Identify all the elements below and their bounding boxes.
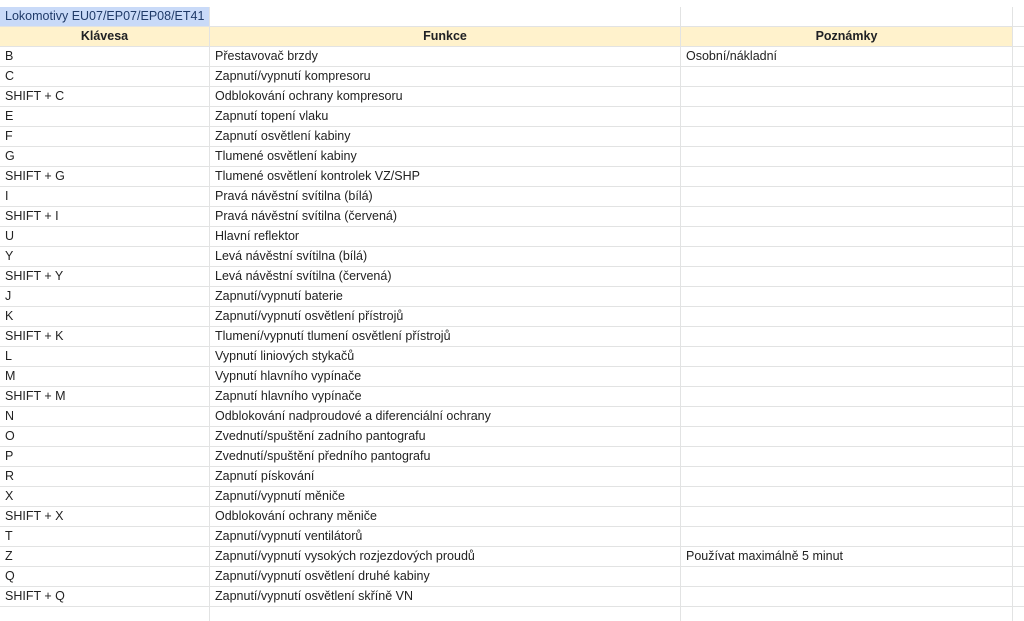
notes-cell[interactable] [681,367,1013,386]
table-row [0,187,1024,207]
key-cell[interactable]: SHIFT + I [0,207,210,226]
function-cell[interactable]: Zapnutí topení vlaku [210,107,681,126]
empty-cell[interactable] [1013,347,1024,366]
function-cell[interactable]: Zapnutí/vypnutí osvětlení skříně VN [210,587,681,606]
notes-cell[interactable] [681,347,1013,366]
key-cell[interactable]: U [0,227,210,246]
function-cell[interactable]: Zapnutí hlavního vypínače [210,387,681,406]
function-cell[interactable]: Zapnutí/vypnutí osvětlení druhé kabiny [210,567,681,586]
empty-row [0,607,1024,621]
notes-cell[interactable] [681,507,1013,526]
table-row [0,567,1024,587]
empty-cell[interactable] [210,607,681,621]
notes-cell[interactable] [681,127,1013,146]
function-cell[interactable]: Zapnutí/vypnutí ventilátorů [210,527,681,546]
notes-cell[interactable] [681,227,1013,246]
function-cell[interactable]: Tlumené osvětlení kabiny [210,147,681,166]
notes-cell[interactable] [681,407,1013,426]
empty-cell[interactable] [1013,427,1024,446]
function-cell[interactable]: Pravá návěstní svítilna (červená) [210,207,681,226]
empty-cell[interactable] [1013,307,1024,326]
table-row [0,167,1024,187]
empty-cell[interactable] [681,607,1013,621]
notes-cell[interactable] [681,167,1013,186]
empty-cell[interactable] [1013,507,1024,526]
empty-cell[interactable] [1013,487,1024,506]
empty-cell[interactable] [1013,527,1024,546]
notes-cell[interactable]: Osobní/nákladní [681,47,1013,66]
empty-cell[interactable] [1013,27,1024,46]
function-cell[interactable]: Pravá návěstní svítilna (bílá) [210,187,681,206]
function-cell[interactable]: Zapnutí/vypnutí baterie [210,287,681,306]
key-cell[interactable]: G [0,147,210,166]
key-cell[interactable]: R [0,467,210,486]
empty-cell[interactable] [1013,367,1024,386]
key-cell[interactable]: SHIFT + Y [0,267,210,286]
empty-cell[interactable] [1013,287,1024,306]
key-cell[interactable]: N [0,407,210,426]
function-cell[interactable]: Levá návěstní svítilna (červená) [210,267,681,286]
notes-cell[interactable] [681,307,1013,326]
table-row [0,527,1024,547]
key-cell[interactable]: SHIFT + X [0,507,210,526]
notes-cell[interactable] [681,147,1013,166]
header-row [0,27,1024,47]
key-cell[interactable]: Y [0,247,210,266]
table-row [0,327,1024,347]
key-cell[interactable]: Q [0,567,210,586]
notes-cell[interactable] [681,427,1013,446]
function-cell[interactable]: Levá návěstní svítilna (bílá) [210,247,681,266]
header-function[interactable]: Funkce [210,27,681,46]
table-row [0,367,1024,387]
empty-cell[interactable] [1013,567,1024,586]
function-cell[interactable]: Zapnutí pískování [210,467,681,486]
notes-cell[interactable] [681,327,1013,346]
table-row [0,267,1024,287]
empty-cell[interactable] [1013,107,1024,126]
header-notes[interactable]: Poznámky [681,27,1013,46]
function-cell[interactable]: Tlumené osvětlení kontrolek VZ/SHP [210,167,681,186]
function-cell[interactable]: Zapnutí/vypnutí kompresoru [210,67,681,86]
key-cell[interactable]: I [0,187,210,206]
header-key[interactable]: Klávesa [0,27,210,46]
function-cell[interactable]: Zapnutí/vypnutí osvětlení přístrojů [210,307,681,326]
key-cell[interactable]: L [0,347,210,366]
notes-cell[interactable] [681,87,1013,106]
table-row [0,87,1024,107]
empty-cell[interactable] [1013,587,1024,606]
table-row [0,427,1024,447]
table-row [0,487,1024,507]
empty-cell[interactable] [1013,7,1024,26]
key-cell[interactable]: SHIFT + G [0,167,210,186]
table-row [0,347,1024,367]
notes-cell[interactable] [681,447,1013,466]
table-row [0,67,1024,87]
function-cell[interactable]: Vypnutí hlavního vypínače [210,367,681,386]
function-cell[interactable]: Zvednutí/spuštění zadního pantografu [210,427,681,446]
table-row [0,447,1024,467]
empty-cell[interactable] [1013,227,1024,246]
table-row [0,47,1024,67]
table-row [0,387,1024,407]
notes-cell[interactable] [681,527,1013,546]
notes-cell[interactable] [681,287,1013,306]
notes-cell[interactable] [681,387,1013,406]
table-row [0,307,1024,327]
empty-cell[interactable] [681,7,1013,26]
function-cell[interactable]: Odblokování ochrany kompresoru [210,87,681,106]
notes-cell[interactable] [681,467,1013,486]
key-cell[interactable]: X [0,487,210,506]
function-cell[interactable]: Přestavovač brzdy [210,47,681,66]
table-row [0,147,1024,167]
key-cell[interactable]: B [0,47,210,66]
notes-cell[interactable]: Používat maximálně 5 minut [681,547,1013,566]
notes-cell[interactable] [681,587,1013,606]
key-cell[interactable]: SHIFT + M [0,387,210,406]
empty-cell[interactable] [1013,407,1024,426]
key-cell[interactable]: SHIFT + Q [0,587,210,606]
key-cell[interactable]: P [0,447,210,466]
empty-cell[interactable] [1013,267,1024,286]
empty-cell[interactable] [1013,127,1024,146]
empty-cell[interactable] [1013,607,1024,621]
empty-cell[interactable] [1013,187,1024,206]
table-row [0,107,1024,127]
notes-cell[interactable] [681,107,1013,126]
key-cell[interactable]: SHIFT + K [0,327,210,346]
empty-cell[interactable] [1013,207,1024,226]
empty-cell[interactable] [1013,87,1024,106]
notes-cell[interactable] [681,187,1013,206]
key-cell[interactable]: SHIFT + C [0,87,210,106]
sheet-title-cell[interactable]: Lokomotivy EU07/EP07/EP08/ET41 [0,7,210,26]
empty-cell[interactable] [1013,47,1024,66]
key-cell[interactable]: O [0,427,210,446]
table-row [0,207,1024,227]
empty-cell[interactable] [1013,387,1024,406]
table-row [0,287,1024,307]
notes-cell[interactable] [681,567,1013,586]
table-row [0,547,1024,567]
empty-cell[interactable] [1013,147,1024,166]
function-cell[interactable]: Odblokování ochrany měniče [210,507,681,526]
table-row [0,227,1024,247]
key-cell[interactable]: T [0,527,210,546]
notes-cell[interactable] [681,487,1013,506]
empty-cell[interactable] [1013,327,1024,346]
function-cell[interactable]: Vypnutí liniových stykačů [210,347,681,366]
table-row [0,407,1024,427]
empty-cell[interactable] [0,607,210,621]
empty-cell[interactable] [1013,547,1024,566]
key-cell[interactable]: M [0,367,210,386]
table-row [0,587,1024,607]
empty-cell[interactable] [210,7,681,26]
function-cell[interactable]: Zvednutí/spuštění předního pantografu [210,447,681,466]
key-cell[interactable]: K [0,307,210,326]
table-row [0,127,1024,147]
key-cell[interactable]: F [0,127,210,146]
function-cell[interactable]: Hlavní reflektor [210,227,681,246]
empty-cell[interactable] [1013,467,1024,486]
key-cell[interactable]: Z [0,547,210,566]
empty-cell[interactable] [1013,447,1024,466]
function-cell[interactable]: Tlumení/vypnutí tlumení osvětlení přístrojů [210,327,681,346]
notes-cell[interactable] [681,267,1013,286]
table-row [0,467,1024,487]
key-cell[interactable]: E [0,107,210,126]
notes-cell[interactable] [681,207,1013,226]
function-cell[interactable]: Odblokování nadproudové a diferenciální ochrany [210,407,681,426]
empty-cell[interactable] [1013,167,1024,186]
empty-cell[interactable] [1013,247,1024,266]
title-row [0,7,1024,27]
table-row [0,507,1024,527]
function-cell[interactable]: Zapnutí osvětlení kabiny [210,127,681,146]
table-row [0,247,1024,267]
notes-cell[interactable] [681,247,1013,266]
key-cell[interactable]: J [0,287,210,306]
key-cell[interactable]: C [0,67,210,86]
function-cell[interactable]: Zapnutí/vypnutí vysokých rozjezdových proudů [210,547,681,566]
function-cell[interactable]: Zapnutí/vypnutí měniče [210,487,681,506]
empty-cell[interactable] [1013,67,1024,86]
notes-cell[interactable] [681,67,1013,86]
